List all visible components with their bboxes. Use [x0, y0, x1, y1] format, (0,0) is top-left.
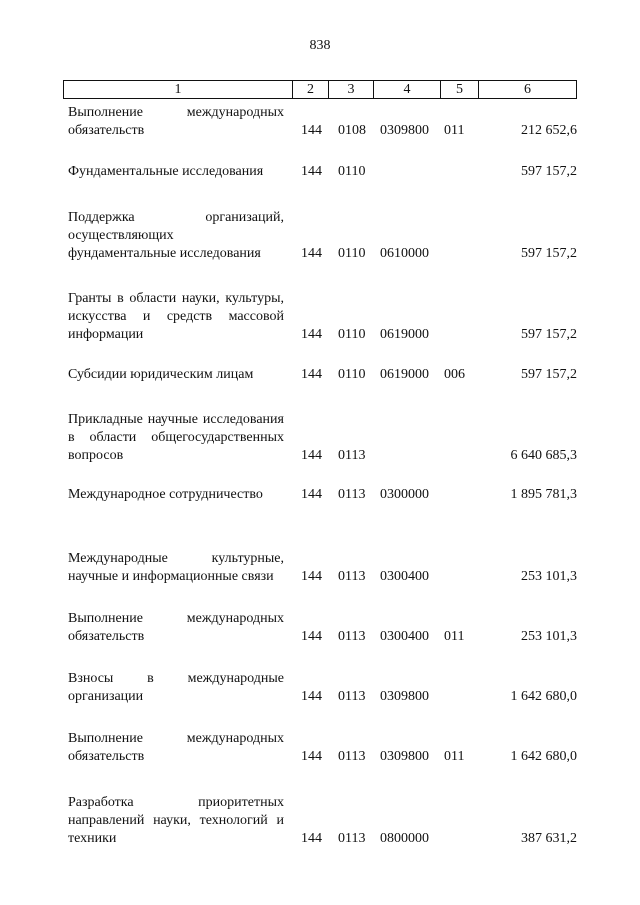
- header-col-3: 3: [329, 81, 374, 98]
- row-col-3: 0110: [338, 367, 366, 382]
- header-col-2: 2: [293, 81, 329, 98]
- row-col-6: 6 640 685,3: [510, 448, 577, 463]
- row-col-4: 0619000: [380, 367, 429, 382]
- row-col-4: 0309800: [380, 123, 429, 138]
- table-row: [0, 792, 640, 848]
- row-col-3: 0113: [338, 749, 366, 764]
- header-col-6: 6: [524, 81, 531, 97]
- row-col-4: 0800000: [380, 831, 429, 846]
- row-col-5: 011: [444, 123, 465, 138]
- table-row: [0, 609, 640, 646]
- row-description: Международное сотрудничество: [68, 487, 263, 502]
- row-col-6: 597 157,2: [521, 246, 577, 261]
- row-col-3: 0113: [338, 831, 366, 846]
- row-col-3: 0113: [338, 487, 366, 502]
- row-col-4: 0619000: [380, 327, 429, 342]
- row-col-6: 597 157,2: [521, 367, 577, 382]
- row-col-4: 0300400: [380, 569, 429, 584]
- row-col-2: 144: [301, 164, 322, 179]
- table-row: [0, 486, 640, 504]
- row-col-5: 011: [444, 749, 465, 764]
- row-col-3: 0110: [338, 246, 366, 261]
- row-col-6: 597 157,2: [521, 327, 577, 342]
- row-col-2: 144: [301, 689, 322, 704]
- row-description: Взносы в международные организации: [68, 671, 284, 704]
- header-col-4: 4: [374, 81, 441, 98]
- row-col-3: 0113: [338, 629, 366, 644]
- header-col-1: 1: [64, 81, 293, 98]
- row-col-4: 0300000: [380, 487, 429, 502]
- table-row: [0, 669, 640, 706]
- row-col-6: 387 631,2: [521, 831, 577, 846]
- row-col-2: 144: [301, 487, 322, 502]
- row-col-6: 597 157,2: [521, 164, 577, 179]
- row-col-3: 0113: [338, 448, 366, 463]
- row-description: Фундаментальные исследования: [68, 164, 264, 179]
- row-col-4: 0300400: [380, 629, 429, 644]
- row-col-2: 144: [301, 629, 322, 644]
- row-col-6: 1 895 781,3: [510, 487, 577, 502]
- row-col-6: 253 101,3: [521, 629, 577, 644]
- row-col-6: 253 101,3: [521, 569, 577, 584]
- row-col-4: 0309800: [380, 689, 429, 704]
- row-col-3: 0113: [338, 689, 366, 704]
- table-row: [0, 163, 640, 181]
- row-col-2: 144: [301, 123, 322, 138]
- row-col-6: 1 642 680,0: [510, 689, 577, 704]
- row-col-3: 0113: [338, 569, 366, 584]
- row-col-4: 0309800: [380, 749, 429, 764]
- row-col-5: 006: [444, 367, 465, 382]
- row-description: Гранты в области науки, культуры, искусства и средств массовой информации: [68, 291, 284, 342]
- row-description: Международные культурные, научные и информационные связи: [68, 551, 284, 584]
- row-description: Выполнение международных обязательств: [68, 731, 284, 764]
- page-number: 838: [309, 38, 331, 53]
- row-col-2: 144: [301, 246, 322, 261]
- row-description: Выполнение международных обязательств: [68, 105, 284, 138]
- row-col-6: 212 652,6: [521, 123, 577, 138]
- row-description: Прикладные научные исследования в области общегосударственных вопросов: [68, 412, 284, 463]
- row-col-2: 144: [301, 367, 322, 382]
- header-col-5: 5: [441, 81, 479, 98]
- row-description: Поддержка организаций, осуществляющих фундаментальные исследования: [68, 210, 284, 261]
- row-col-3: 0108: [338, 123, 366, 138]
- row-col-2: 144: [301, 569, 322, 584]
- row-description: Выполнение международных обязательств: [68, 611, 284, 644]
- row-col-2: 144: [301, 831, 322, 846]
- row-col-3: 0110: [338, 327, 366, 342]
- row-col-2: 144: [301, 749, 322, 764]
- row-col-6: 1 642 680,0: [510, 749, 577, 764]
- row-col-2: 144: [301, 448, 322, 463]
- table-row: [0, 366, 640, 384]
- row-description: Субсидии юридическим лицам: [68, 367, 254, 382]
- row-col-5: 011: [444, 629, 465, 644]
- table-header: [63, 80, 577, 99]
- row-col-4: 0610000: [380, 246, 429, 261]
- row-description: Разработка приоритетных направлений науки, технологий и техники: [68, 795, 284, 846]
- row-col-2: 144: [301, 327, 322, 342]
- table-row: [0, 409, 640, 465]
- table-row: [0, 207, 640, 263]
- table-row: [0, 729, 640, 766]
- table-row: [0, 288, 640, 344]
- table-row: [0, 103, 640, 140]
- table-row: [0, 530, 640, 586]
- row-col-3: 0110: [338, 164, 366, 179]
